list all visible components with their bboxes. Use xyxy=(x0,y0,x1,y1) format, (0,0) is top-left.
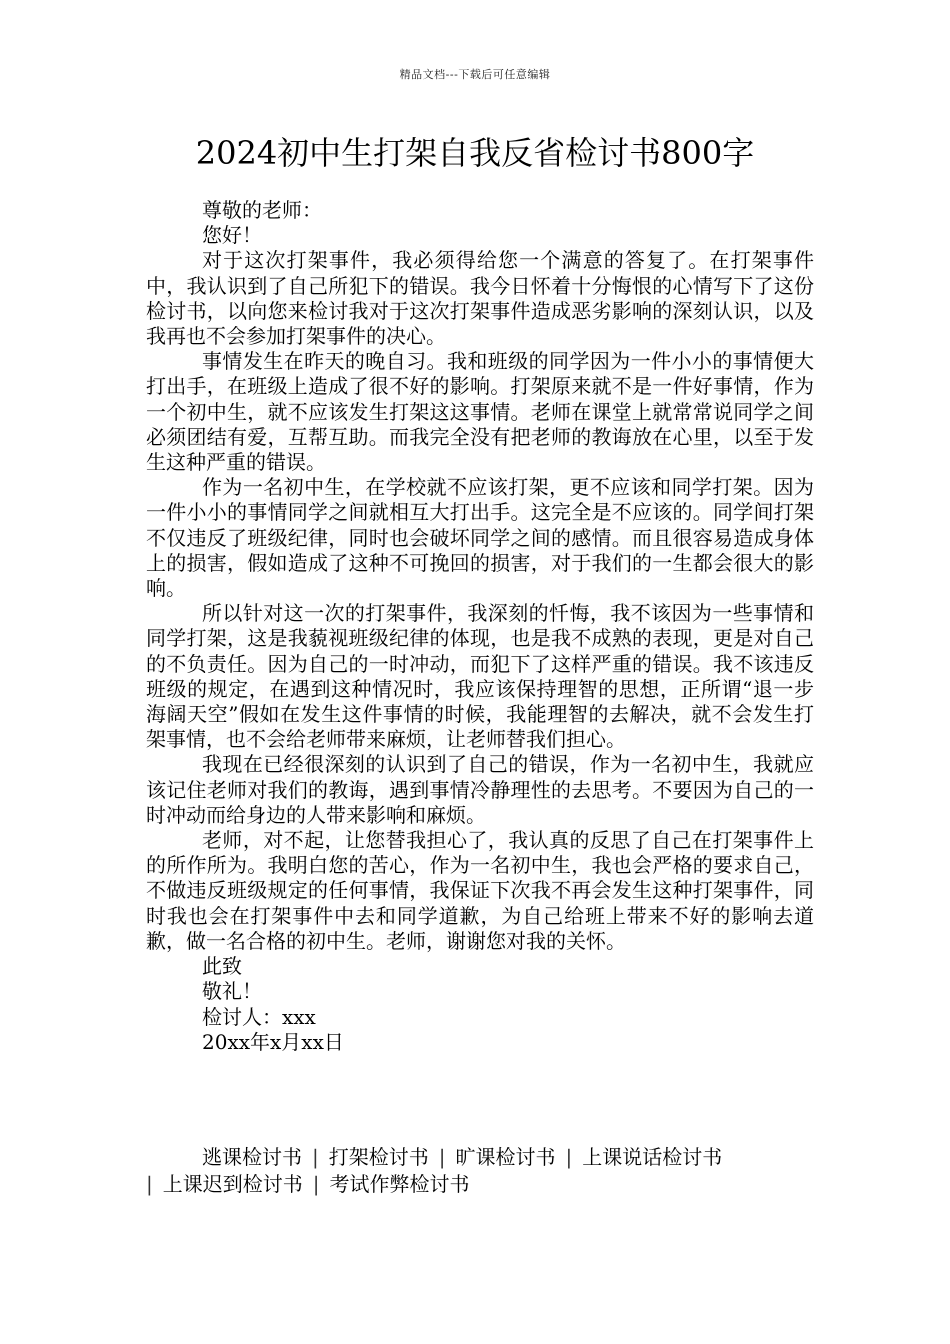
paragraph-6: 老师，对不起，让您替我担心了，我认真的反思了自己在打架事件上的所作所为。我明白您的苦心，作为一名初中生，我也会严格的要求自己，不做违反班级规定的任何事情，我保证下次我不再会发生这种打架事件，同时我也会在打架事件中去和同学道歉，为自己给班上带来不好的影响去道歉，做一名合格的初中生。老师，谢谢您对我的关怀。 xyxy=(146,828,814,953)
paragraph-5: 我现在已经很深刻的认识到了自己的错误，作为一名初中生，我就应该记住老师对我们的教诲，遇到事情冷静理性的去思考。不要因为自己的一时冲动而给身边的人带来影响和麻烦。 xyxy=(146,752,814,827)
document-body xyxy=(146,198,814,1055)
related-links xyxy=(146,1144,814,1198)
related-links-row-1 xyxy=(146,1144,814,1171)
link-separator: | xyxy=(312,1145,319,1169)
link-exam-cheating[interactable]: 考试作弊检讨书 xyxy=(329,1172,470,1196)
paragraph-2: 事情发生在昨天的晚自习。我和班级的同学因为一件小小的事情便大打出手，在班级上造成了很不好的影响。打架原来就不是一件好事情，作为一个初中生，就不应该发生打架这这事情。老师在课堂上就常常说同学之间必须团结有爱，互帮互助。而我完全没有把老师的教诲放在心里，以至于发生这种严重的错误。 xyxy=(146,349,814,475)
closing-line-2: 敬礼！ xyxy=(202,979,262,1004)
greeting: 您好！ xyxy=(202,223,262,248)
link-truancy[interactable]: 逃课检讨书 xyxy=(202,1145,302,1169)
link-late-to-class[interactable]: 上课迟到检讨书 xyxy=(162,1172,303,1196)
related-links-row-2 xyxy=(146,1171,814,1198)
link-separator: | xyxy=(312,1172,320,1196)
link-absence[interactable]: 旷课检讨书 xyxy=(455,1145,556,1169)
paragraph-1: 对于这次打架事件，我必须得给您一个满意的答复了。在打架事件中，我认识到了自己所犯下的错误。我今日怀着十分悔恨的心情写下了这份检讨书，以向您来检讨我对于这次打架事件造成恶劣影响的深刻认识，以及我再也不会参加打架事件的决心。 xyxy=(146,248,814,349)
link-fighting[interactable]: 打架检讨书 xyxy=(328,1145,429,1169)
link-separator: | xyxy=(146,1172,153,1196)
document-title: 2024初中生打架自我反省检讨书800字 xyxy=(195,134,755,172)
date: 20xx年x月xx日 xyxy=(202,1029,344,1054)
signer: 检讨人：xxx xyxy=(202,1004,316,1029)
paragraph-4: 所以针对这一次的打架事件，我深刻的忏悔，我不该因为一些事情和同学打架，这是我藐视班级纪律的体现，也是我不成熟的表现，更是对自己的不负责任。因为自己的一时冲动，而犯下了这样严重的错误。我不该违反班级的规定，在遇到这种情况时，我应该保持理智的思想，正所谓“退一步海阔天空”假如在发生这件事情的时候，我能理智的去解决，就不会发生打架事情，也不会给老师带来麻烦，让老师替我们担心。 xyxy=(146,601,814,752)
link-talking-in-class[interactable]: 上课说话检讨书 xyxy=(582,1145,723,1169)
link-separator: | xyxy=(565,1145,573,1169)
link-separator: | xyxy=(438,1145,446,1169)
page-header: 精品文档---下载后可任意编辑 xyxy=(399,68,551,81)
salutation: 尊敬的老师： xyxy=(202,198,322,222)
closing-line-1: 此致 xyxy=(202,954,242,979)
paragraph-3: 作为一名初中生，在学校就不应该打架，更不应该和同学打架。因为一件小小的事情同学之间就相互大打出手。这完全是不应该的。同学间打架不仅违反了班级纪律，同时也会破坏同学之间的感情。而且很容易造成身体上的损害，假如造成了这种不可挽回的损害，对于我们的一生都会很大的影响。 xyxy=(146,475,814,601)
